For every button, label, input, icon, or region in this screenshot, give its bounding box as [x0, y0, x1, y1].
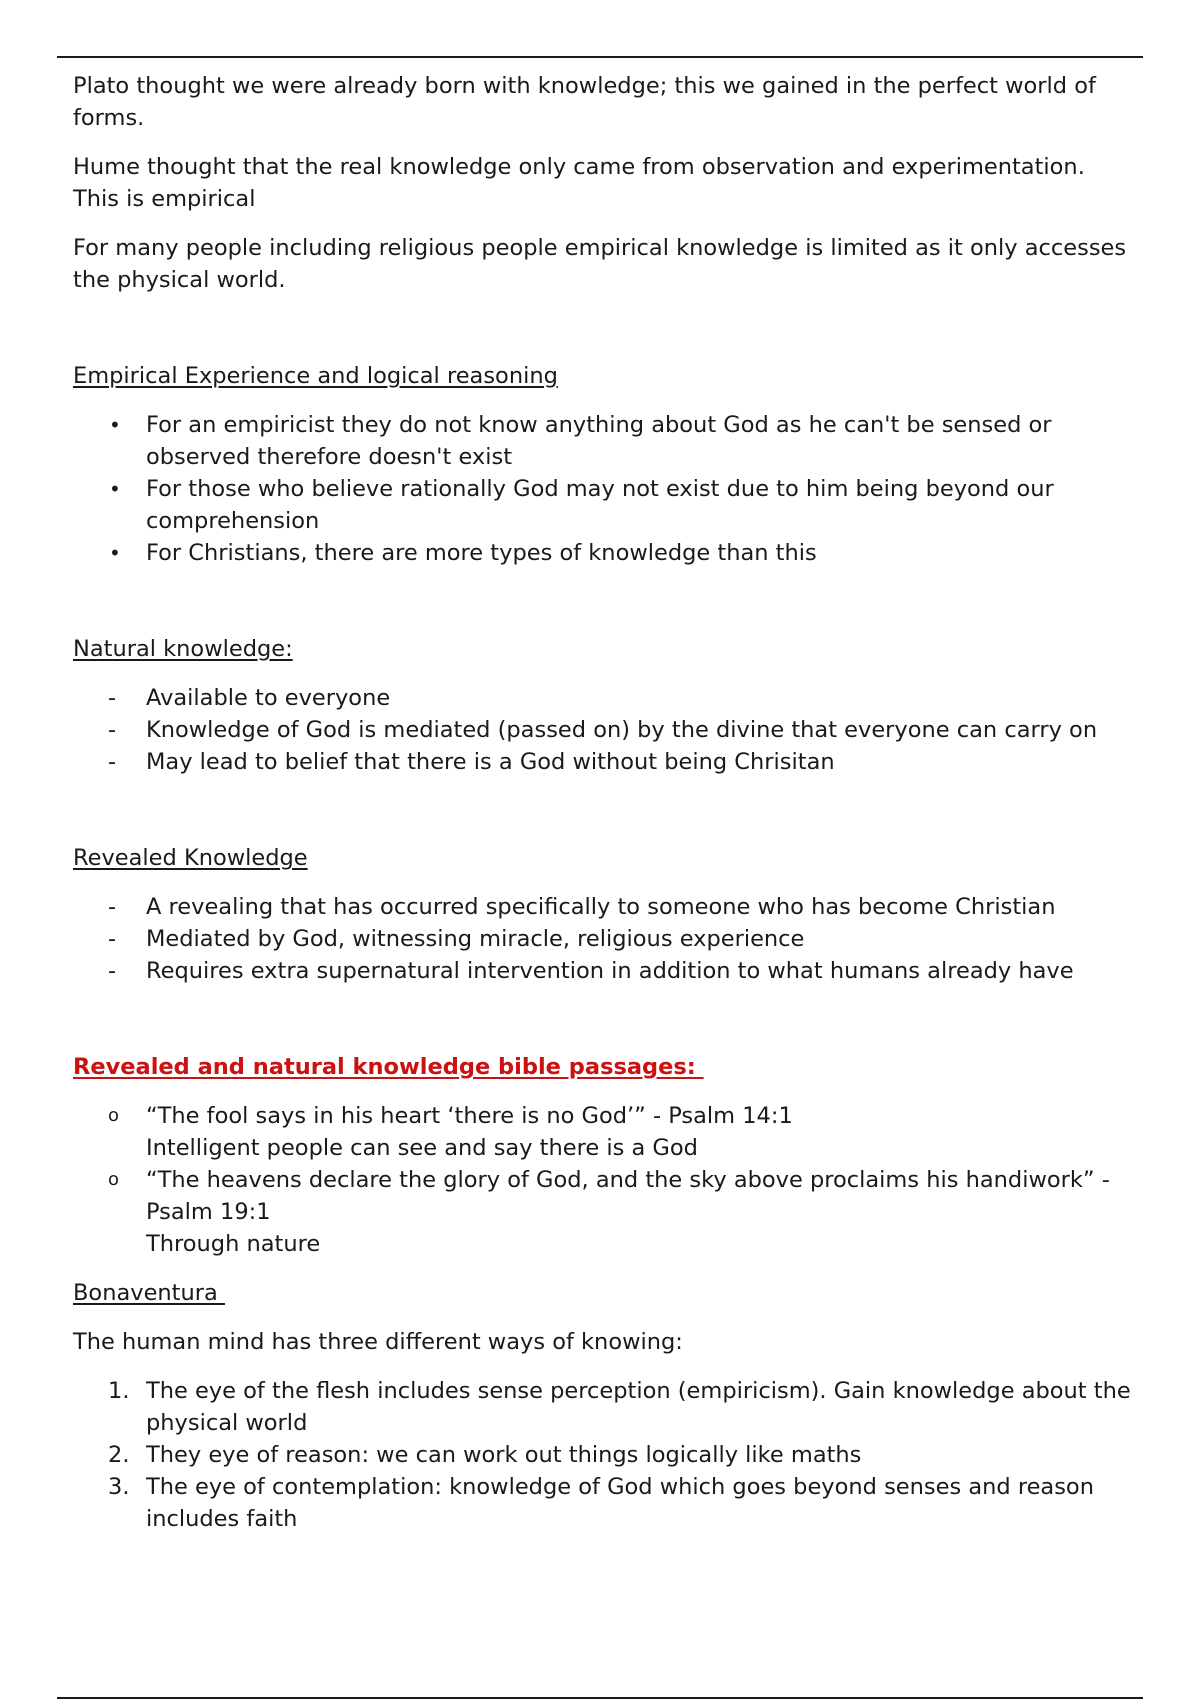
list-item: [73, 714, 1133, 746]
dash-marker: -: [108, 717, 117, 743]
list-item-text: The eye of contemplation: knowledge of God which goes beyond senses and reason includes faith: [146, 1474, 1094, 1532]
top-rule: [57, 56, 1143, 58]
list-item: [73, 923, 1133, 955]
bullet-marker: •: [109, 413, 121, 437]
bible-note: Through nature: [146, 1231, 321, 1257]
heading-empirical: Empirical Experience and logical reasoning: [73, 363, 558, 389]
bullet-marker: •: [109, 477, 121, 501]
list-item: [73, 1375, 1133, 1439]
natural-list: [73, 682, 1133, 778]
dash-marker: -: [108, 685, 117, 711]
list-item-text: May lead to belief that there is a God without being Chrisitan: [146, 749, 835, 775]
dash-marker: -: [108, 958, 117, 984]
intro-paragraph-plato: Plato thought we were already born with knowledge; this we gained in the perfect world of forms.: [73, 73, 1096, 131]
empirical-list: [73, 409, 1133, 569]
list-item: [73, 409, 1133, 473]
list-item: [73, 473, 1133, 537]
bible-list: [73, 1100, 1133, 1260]
bible-quote: “The heavens declare the glory of God, and the sky above proclaims his handiwork” - Psalm 19:1: [146, 1167, 1110, 1225]
bullet-marker: •: [109, 541, 121, 565]
list-item: [73, 891, 1133, 923]
list-item: [73, 682, 1133, 714]
bible-quote: “The fool says in his heart ‘there is no God’” - Psalm 14:1: [146, 1103, 793, 1129]
list-item: [73, 955, 1133, 987]
revealed-list: [73, 891, 1133, 987]
list-item: [73, 1100, 1133, 1164]
list-item-text: Knowledge of God is mediated (passed on) by the divine that everyone can carry on: [146, 717, 1098, 743]
number-marker: 3.: [108, 1474, 130, 1500]
number-marker: 1.: [108, 1378, 130, 1404]
list-item-text: For those who believe rationally God may not exist due to him being beyond our comprehension: [146, 476, 1054, 534]
bottom-rule: [57, 1697, 1143, 1699]
list-item: [73, 1164, 1133, 1260]
list-item-text: For an empiricist they do not know anything about God as he can't be sensed or observed therefore doesn't exist: [146, 412, 1052, 470]
list-item-text: Mediated by God, witnessing miracle, religious experience: [146, 926, 805, 952]
list-item-text: The eye of the flesh includes sense perception (empiricism). Gain knowledge about the physical world: [146, 1378, 1131, 1436]
list-item: [73, 1439, 1133, 1471]
document-body: [73, 70, 1133, 1535]
bible-note: Intelligent people can see and say there is a God: [146, 1135, 698, 1161]
heading-natural-knowledge: Natural knowledge:: [73, 636, 293, 662]
heading-revealed-knowledge: Revealed Knowledge: [73, 845, 308, 871]
intro-paragraph-hume: Hume thought that the real knowledge only came from observation and experimentation. This is empirical: [73, 154, 1085, 212]
heading-bonaventura: Bonaventura: [73, 1280, 225, 1306]
dash-marker: -: [108, 926, 117, 952]
bonaventura-intro: The human mind has three different ways of knowing:: [73, 1329, 683, 1355]
list-item-text: They eye of reason: we can work out things logically like maths: [146, 1442, 862, 1468]
dash-marker: -: [108, 894, 117, 920]
heading-bible-passages: Revealed and natural knowledge bible passages:: [73, 1054, 704, 1080]
circle-marker: o: [108, 1169, 120, 1190]
list-item-text: For Christians, there are more types of knowledge than this: [146, 540, 817, 566]
list-item-text: Requires extra supernatural intervention in addition to what humans already have: [146, 958, 1074, 984]
intro-paragraph-empirical-limits: For many people including religious people empirical knowledge is limited as it only accesses the physical world.: [73, 235, 1127, 293]
list-item: [73, 1471, 1133, 1535]
circle-marker: o: [108, 1105, 120, 1126]
list-item-text: Available to everyone: [146, 685, 391, 711]
list-item: [73, 537, 1133, 569]
dash-marker: -: [108, 749, 117, 775]
list-item: [73, 746, 1133, 778]
bonaventura-list: [73, 1375, 1133, 1535]
list-item-text: A revealing that has occurred specifically to someone who has become Christian: [146, 894, 1056, 920]
number-marker: 2.: [108, 1442, 130, 1468]
